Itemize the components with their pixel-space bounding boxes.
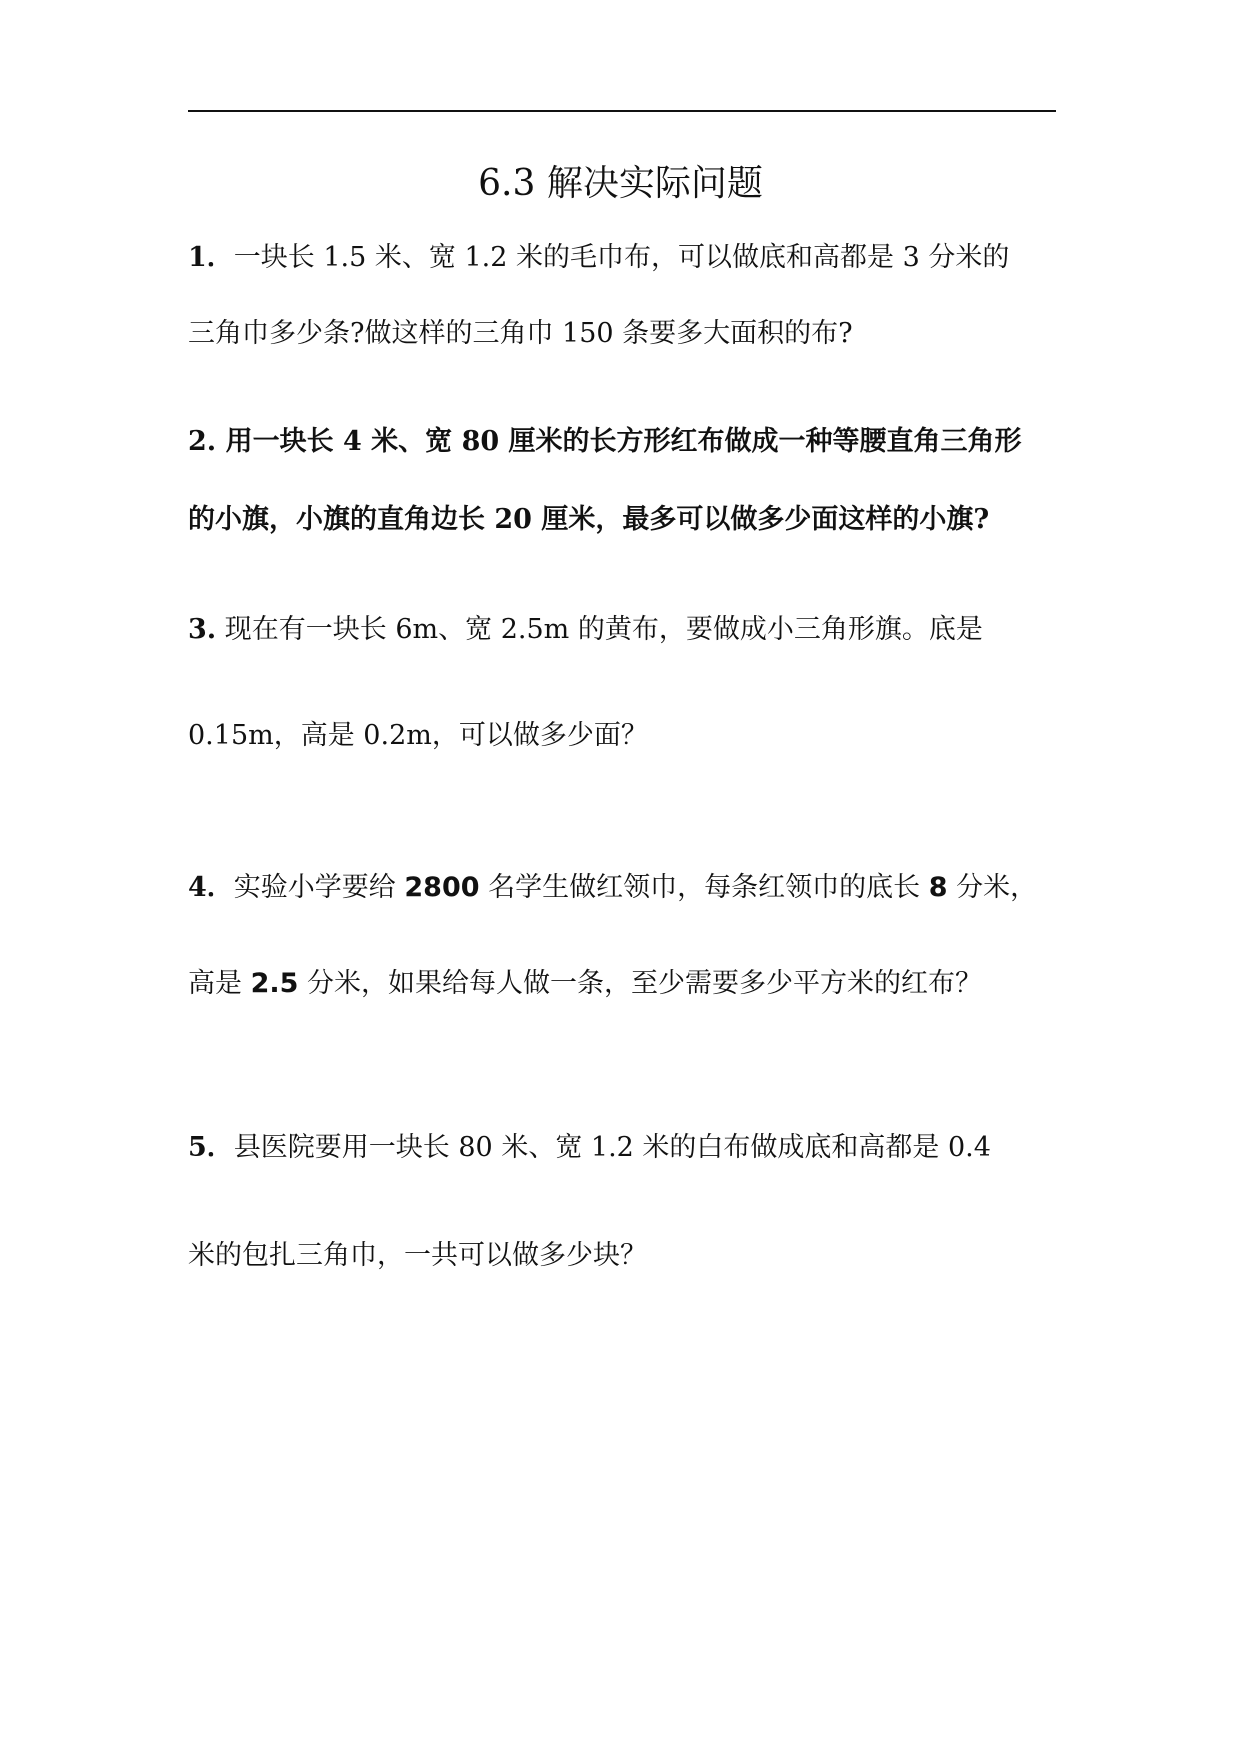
page-title: 6.3 解决实际问题 [478,163,763,204]
top-rule [188,110,1056,112]
problem-1-text-line-1: 一块长 1.5 米、宽 1.2 米的毛巾布，可以做底和高都是 3 分米的 [233,242,1010,273]
problem-4-text-line-2a: 高是 [188,968,251,999]
problem-4-text-line-2c: 分米，如果给每人做一条，至少需要多少平方米的红布？ [298,968,983,999]
problem-5-number: 5． [188,1132,234,1163]
problem-4-student-count: 2800 [404,872,480,903]
problem-2-number: 2. [188,426,217,457]
problem-5-text-line-1: 县医院要用一块长 80 米、宽 1.2 米的白布做成底和高都是 0.4 [233,1132,991,1163]
problem-2-line-1 [188,424,1068,460]
problem-5-line-1 [188,1130,1068,1166]
problem-5-text-line-2: 米的包扎三角巾，一共可以做多少块？ [188,1240,647,1271]
problem-3-text-line-1: 现在有一块长 6m、宽 2.5m 的黄布，要做成小三角形旗。底是 [224,614,983,645]
problem-4-text-line-1a: 实验小学要给 [233,872,405,903]
problem-4-line-1 [188,870,1068,906]
problem-3-number: 3. [188,614,217,645]
problem-3-line-2 [188,718,1068,754]
problem-4-base-length: 8 [928,872,948,903]
problem-3-text-line-2: 0.15m，高是 0.2m，可以做多少面？ [188,720,648,751]
problem-2-text-line-2: 的小旗，小旗的直角边长 20 厘米，最多可以做多少面这样的小旗? [188,504,990,535]
problem-3-line-1 [188,612,1068,648]
problem-2-text-line-1: 用一块长 4 米、宽 80 厘米的长方形红布做成一种等腰直角三角形 [225,426,1022,457]
problem-4-text-line-1c: 名学生做红领巾，每条红领巾的底长 [479,872,929,903]
problem-1-text-line-2: 三角巾多少条?做这样的三角巾 150 条要多大面积的布? [188,318,853,349]
problem-1-number: 1． [188,242,234,273]
problem-1-line-2 [188,316,1068,352]
problem-4-text-line-1e: 分米， [947,872,1038,903]
problem-2-line-2 [188,502,1068,538]
problem-4-line-2 [188,966,1068,1002]
problem-5-line-2 [188,1238,1068,1274]
problem-4-height: 2.5 [250,968,299,999]
problem-1-line-1 [188,240,1068,276]
problem-4-number: 4． [188,872,234,903]
